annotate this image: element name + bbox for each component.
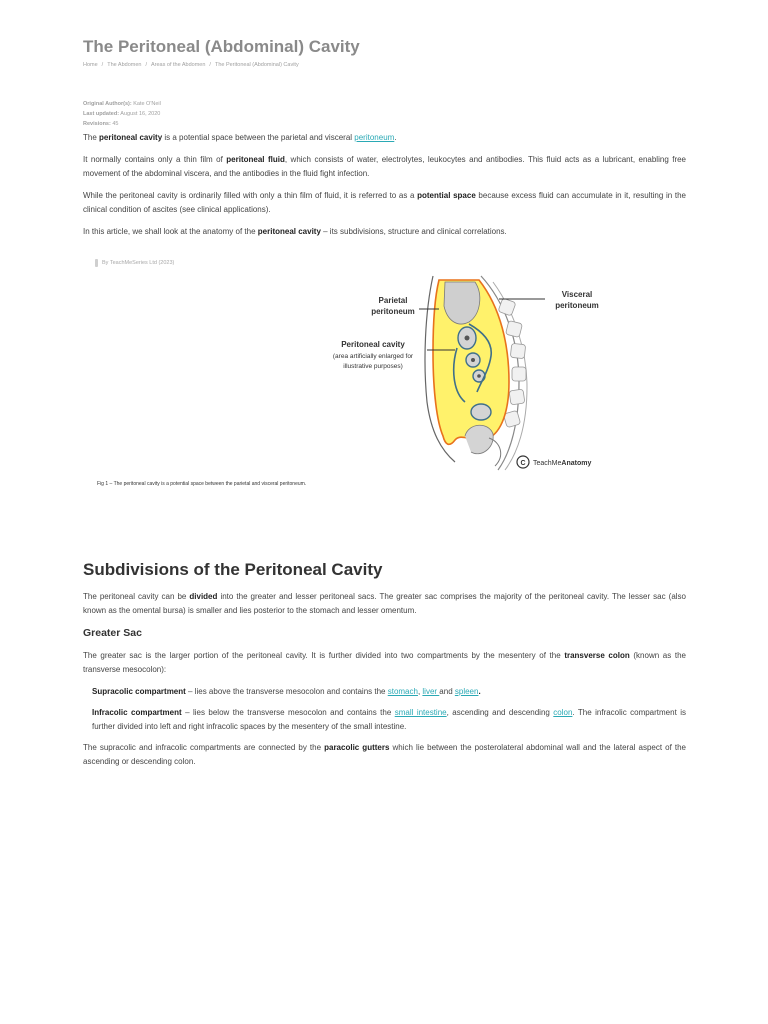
subdivisions-paragraph: The peritoneal cavity can be divided into the greater and lesser peritoneal sacs. The greater sac comprises the majority of the peritoneal cavity. The lesser sac (also known as the omental bursa) is smaller and lies posterior to the stomach and lesser omentum. (83, 592, 686, 615)
updated-label: Last updated: (83, 111, 120, 117)
liver-link[interactable]: liver (422, 687, 440, 696)
intro-paragraph-1: The peritoneal cavity is a potential space between the parietal and visceral peritoneum. (83, 133, 397, 142)
breadcrumb-home[interactable]: Home (83, 62, 98, 68)
image-credit-text: By TeachMeSeries Ltd (2023) (102, 260, 175, 266)
infracolic-item: Infracolic compartment – lies below the transverse mesocolon and contains the small intestine, ascending and descending colon. The infracolic compartment is further divided into left and right infracolic spaces by the mesentery of the small intestine. (92, 708, 686, 731)
intro-paragraph-3: While the peritoneal cavity is ordinarily filled with only a thin film of fluid, it is referred to as a potential space because excess fluid can accumulate in it, resulting in the clinical condition of ascites (see clinical applications). (83, 191, 686, 214)
label-peritoneal-cavity: Peritoneal cavity (341, 340, 405, 349)
stomach-link[interactable]: stomach (387, 687, 418, 696)
svg-text:C: C (520, 460, 526, 467)
spleen-link[interactable]: spleen (454, 687, 479, 696)
bladder-shape (465, 425, 493, 454)
breadcrumb-separator: / (209, 62, 211, 68)
peritoneum-link[interactable]: peritoneum (354, 133, 395, 142)
supracolic-item: Supracolic compartment – lies above the transverse mesocolon and contains the stomach, liver and spleen. (92, 687, 481, 696)
intro-paragraph-4: In this article, we shall look at the anatomy of the peritoneal cavity – its subdivisions, structure and clinical correlations. (83, 227, 507, 236)
breadcrumb-separator: / (101, 62, 104, 68)
section-heading: Subdivisions of the Peritoneal Cavity (83, 560, 383, 579)
page-title: The Peritoneal (Abdominal) Cavity (83, 37, 360, 56)
revisions-count[interactable]: 45 (112, 121, 119, 127)
breadcrumb (83, 62, 299, 68)
author-line (83, 99, 161, 109)
author-label: Original Author(s): (83, 101, 132, 107)
label-parietal-line-1: Parietal (378, 296, 408, 305)
intro-paragraph-2: It normally contains only a thin film of peritoneal fluid, which consists of water, electrolytes, leukocytes and antibodies. This fluid acts as a lubricant, enabling free movement of the abdominal viscera, and the antibodies in the fluid fight infection. (83, 155, 687, 178)
peritoneal-diagram (243, 272, 613, 472)
revisions-label: Revisions: (83, 121, 111, 127)
breadcrumb-abdomen[interactable]: The Abdomen (107, 62, 142, 68)
figure-caption: Fig 1 – The peritoneal cavity is a potential space between the parietal and visceral peritoneum. (97, 481, 307, 487)
updated-date: August 16, 2020 (120, 111, 161, 117)
breadcrumb-separator: / (145, 62, 147, 68)
label-visceral-line-1: Visceral (561, 290, 593, 299)
breadcrumb-current: The Peritoneal (Abdominal) Cavity (214, 62, 299, 68)
peritoneal-cavity-figure[interactable] (243, 272, 613, 472)
creative-commons-icon (95, 259, 98, 267)
small-intestine-link[interactable]: small intestine (394, 708, 447, 717)
colon-link[interactable]: colon (553, 708, 573, 717)
teachmeanatomy-logo (517, 456, 591, 468)
label-parietal-line-2: peritoneum (371, 307, 415, 316)
image-credit (95, 259, 174, 267)
article-meta (83, 99, 161, 129)
updated-line (83, 109, 161, 119)
label-note-line-2: illustrative purposes) (343, 363, 403, 370)
greater-sac-paragraph: The greater sac is the larger portion of the peritoneal cavity. It is further divided into two compartments by the mesentery of the transverse colon (known as the transverse mesocolon): (83, 651, 686, 674)
breadcrumb-areas[interactable]: Areas of the Abdomen (150, 62, 206, 68)
label-note-line-1: (area artificially enlarged for (332, 353, 414, 360)
greater-sac-heading: Greater Sac (83, 627, 142, 639)
author-name[interactable]: Kate O'Neil (133, 101, 161, 107)
paracolic-paragraph: The supracolic and infracolic compartments are connected by the paracolic gutters which lie between the posterolateral abdominal wall and the lateral aspect of the ascending or descending colon. (83, 743, 687, 766)
label-visceral-line-2: peritoneum (555, 301, 599, 310)
revisions-line (83, 119, 161, 129)
svg-text:TeachMeAnatomy: TeachMeAnatomy (533, 460, 592, 467)
